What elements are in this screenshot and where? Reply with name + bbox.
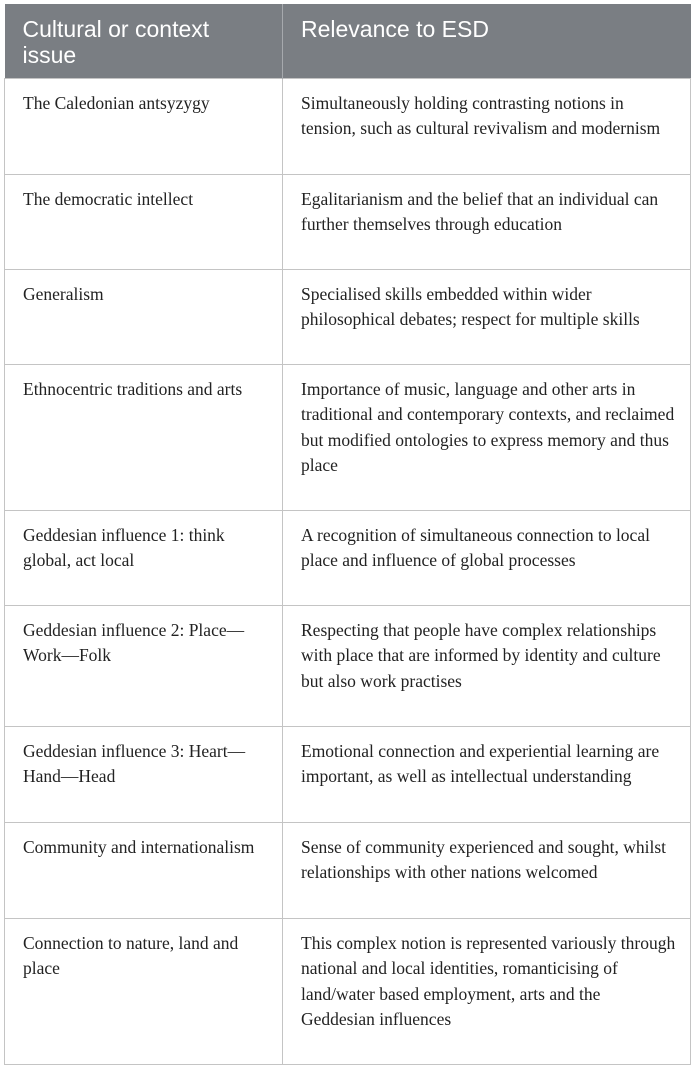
table-row [5, 365, 691, 511]
issue-cell: Connection to nature, land and place [5, 919, 283, 1065]
table-row [5, 79, 691, 175]
issue-cell: Community and internationalism [5, 823, 283, 919]
table-header [5, 4, 691, 79]
header-row [5, 4, 691, 79]
table-row [5, 511, 691, 606]
table-row [5, 270, 691, 365]
issue-cell: Geddesian influence 3: Heart—Hand—Head [5, 727, 283, 823]
header-relevance: Relevance to ESD [283, 4, 691, 79]
relevance-cell: Sense of community experienced and sought, whilst relationships with other nations welcomed [283, 823, 691, 919]
relevance-cell: Importance of music, language and other arts in traditional and contemporary contexts, and reclaimed but modified ontologies to express memory and thus place [283, 365, 691, 511]
table-row [5, 727, 691, 823]
issue-cell: Geddesian influence 2: Place—Work—Folk [5, 606, 283, 727]
relevance-cell: Egalitarianism and the belief that an individual can further themselves through education [283, 175, 691, 270]
relevance-cell: Emotional connection and experiential learning are important, as well as intellectual understanding [283, 727, 691, 823]
issue-cell: The democratic intellect [5, 175, 283, 270]
table-body [5, 79, 691, 1065]
relevance-cell: Simultaneously holding contrasting notions in tension, such as cultural revivalism and modernism [283, 79, 691, 175]
relevance-cell: Respecting that people have complex relationships with place that are informed by identity and culture but also work practises [283, 606, 691, 727]
issue-cell: The Caledonian antsyzygy [5, 79, 283, 175]
header-cultural-issue: Cultural or context issue [5, 4, 283, 79]
relevance-cell: Specialised skills embedded within wider philosophical debates; respect for multiple skills [283, 270, 691, 365]
table-row [5, 606, 691, 727]
table-row [5, 175, 691, 270]
relevance-cell: A recognition of simultaneous connection to local place and influence of global processes [283, 511, 691, 606]
table-row [5, 823, 691, 919]
relevance-cell: This complex notion is represented variously through national and local identities, romanticising of land/water based employment, arts and the Geddesian influences [283, 919, 691, 1065]
context-table [4, 4, 691, 1065]
issue-cell: Generalism [5, 270, 283, 365]
issue-cell: Ethnocentric traditions and arts [5, 365, 283, 511]
table-row [5, 919, 691, 1065]
issue-cell: Geddesian influence 1: think global, act local [5, 511, 283, 606]
